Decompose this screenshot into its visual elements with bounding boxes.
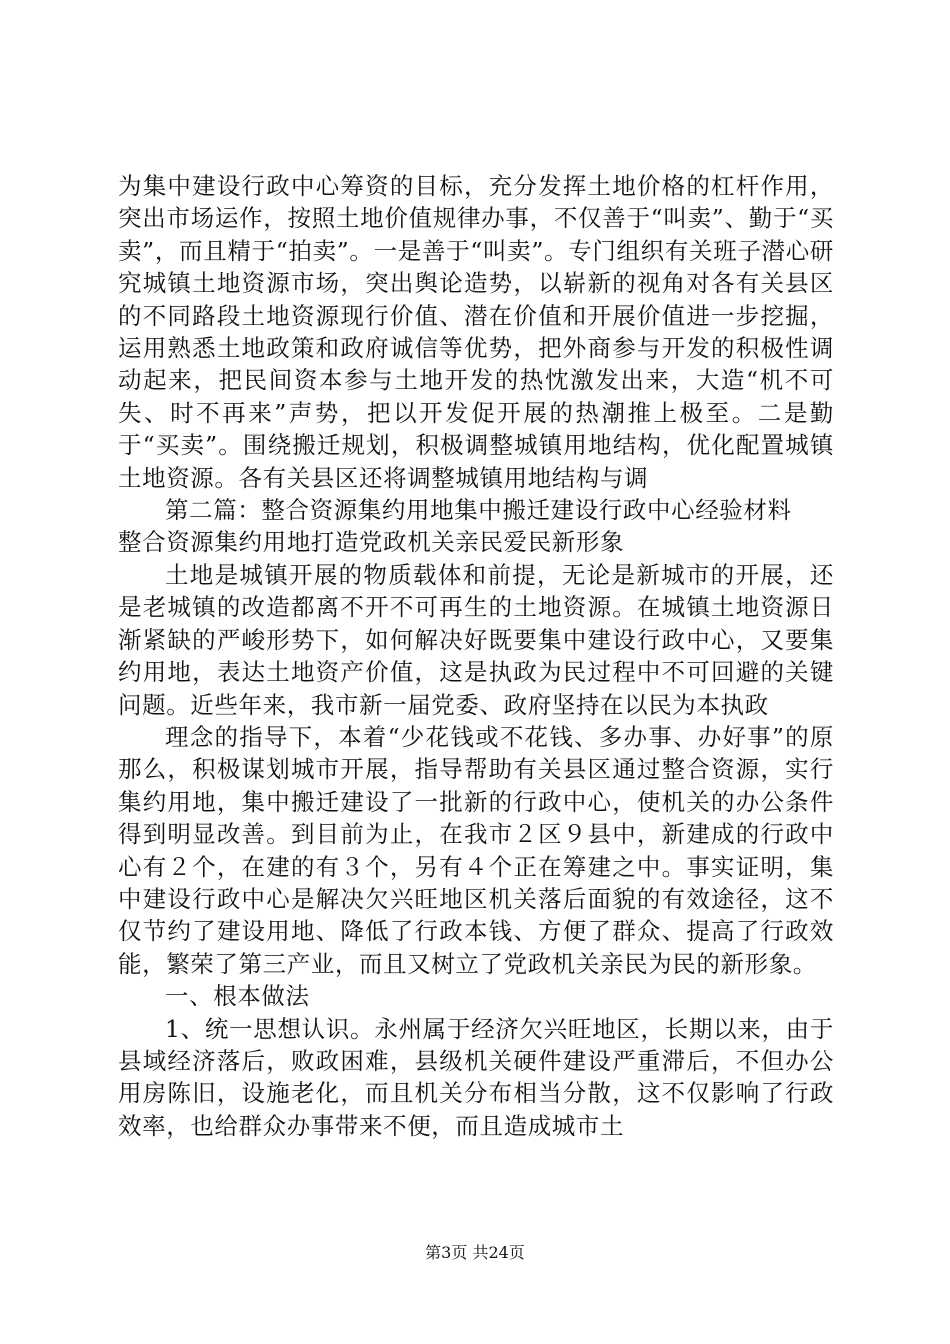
article-subtitle: 整合资源集约用地打造党政机关亲民爱民新形象 [118,528,625,557]
paragraph-unify-thinking: 1、统一思想认识。永州属于经济欠兴旺地区，长期以来，由于县域经济落后，败政困难，县级机关硬件建设严重滞后，不但办公用房陈旧，设施老化，而且机关分布相当分散，这不仅影响了行政效率，也给群众办事带来不便，而且造成城市土 [118,1014,834,1140]
page-number-footer: 第3页 共24页 [425,1243,525,1262]
paragraph-philosophy-guidance: 理念的指导下，本着“少花钱或不花钱、多办事、办好事”的原那么，积极谋划城市开展，指导帮助有关县区通过整合资源，实行集约用地，集中搬迁建设了一批新的行政中心，使机关的办公条件得到明显改善。到目前为止，在我市２区９县中，新建成的行政中心有２个，在建的有３个，另有４个正在筹建之中。事实证明，集中建设行政中心是解决欠兴旺地区机关落后面貌的有效途径，这不仅节约了建设用地、降低了行政本钱、方便了群众、提高了行政效能，繁荣了第三产业，而且又树立了党政机关亲民为民的新形象。 [118,722,834,978]
document-body [118,170,834,1142]
paragraph-land-resources: 土地是城镇开展的物质载体和前提，无论是新城市的开展，还是老城镇的改造都离不开不可再生的土地资源。在城镇土地资源日渐紧缺的严峻形势下，如何解决好既要集中建设行政中心，又要集约用地，表达土地资产价值，这是执政为民过程中不可回避的关键问题。近些年来，我市新一届党委、政府坚持在以民为本执政 [118,560,834,719]
paragraph-land-price-leverage: 为集中建设行政中心筹资的目标，充分发挥土地价格的杠杆作用，突出市场运作，按照土地价值规律办事，不仅善于“叫卖”、勤于“买卖”，而且精于“拍卖”。一是善于“叫卖”。专门组织有关班子潜心研究城镇土地资源市场，突出舆论造势，以崭新的视角对各有关县区的不同路段土地资源现行价值、潜在价值和开展价值进一步挖掘，运用熟悉土地政策和政府诚信等优势，把外商参与开发的积极性调动起来，把民间资本参与土地开发的热忱激发出来，大造“机不可失、时不再来”声势，把以开发促开展的热潮推上极至。二是勤于“买卖”。围绕搬迁规划，积极调整城镇用地结构，优化配置城镇土地资源。各有关县区还将调整城镇用地结构与调 [118,172,834,492]
heading-basic-methods: 一、根本做法 [165,982,310,1011]
section-title-second-article: 第二篇：整合资源集约用地集中搬迁建设行政中心经验材料 [165,496,792,525]
